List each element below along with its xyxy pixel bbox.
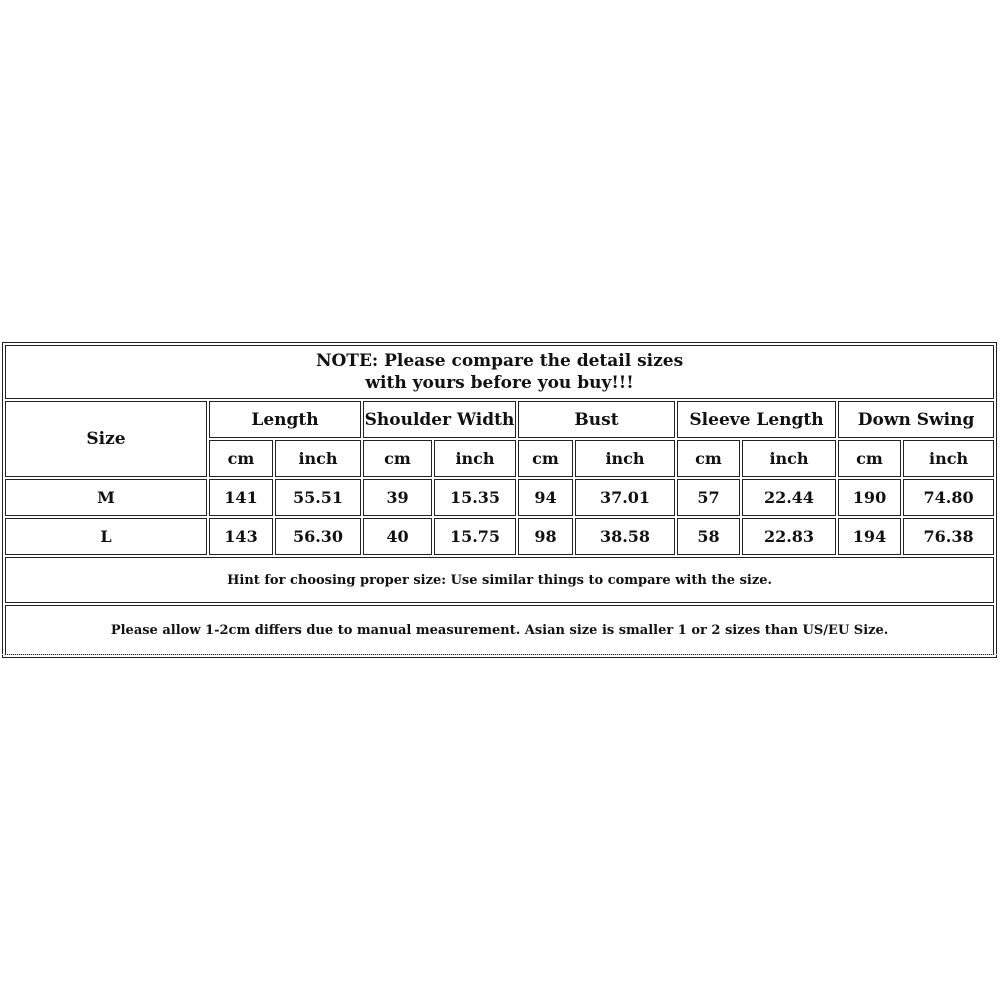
- header-row: [5, 401, 994, 438]
- hint-text: Hint for choosing proper size: Use similar things to compare with the size.: [5, 557, 994, 603]
- value-cell: 58: [677, 518, 740, 555]
- value-cell: 76.38: [903, 518, 994, 555]
- value-cell: 40: [363, 518, 432, 555]
- unit-cm: cm: [209, 440, 273, 477]
- allow-row: [5, 605, 994, 655]
- value-cell: 143: [209, 518, 273, 555]
- unit-cm: cm: [518, 440, 573, 477]
- header-length: Length: [209, 401, 361, 438]
- unit-inch: inch: [275, 440, 361, 477]
- value-cell: 38.58: [575, 518, 675, 555]
- value-cell: 15.75: [434, 518, 516, 555]
- header-sleeve-length: Sleeve Length: [677, 401, 836, 438]
- value-cell: 37.01: [575, 479, 675, 516]
- value-cell: 194: [838, 518, 901, 555]
- unit-inch: inch: [575, 440, 675, 477]
- value-cell: 55.51: [275, 479, 361, 516]
- size-label: M: [5, 479, 207, 516]
- table-row: [5, 479, 994, 516]
- unit-inch: inch: [742, 440, 836, 477]
- allow-text: Please allow 1-2cm differs due to manual measurement. Asian size is smaller 1 or 2 sizes than US/EU Size.: [5, 605, 994, 655]
- value-cell: 190: [838, 479, 901, 516]
- value-cell: 141: [209, 479, 273, 516]
- value-cell: 94: [518, 479, 573, 516]
- unit-inch: inch: [434, 440, 516, 477]
- size-table: [2, 342, 997, 658]
- header-bust: Bust: [518, 401, 675, 438]
- value-cell: 15.35: [434, 479, 516, 516]
- unit-cm: cm: [838, 440, 901, 477]
- value-cell: 98: [518, 518, 573, 555]
- header-down-swing: Down Swing: [838, 401, 994, 438]
- size-chart: [2, 342, 997, 658]
- unit-inch: inch: [903, 440, 994, 477]
- header-shoulder-width: Shoulder Width: [363, 401, 516, 438]
- note-line-2: with yours before you buy!!!: [365, 373, 634, 393]
- value-cell: 56.30: [275, 518, 361, 555]
- size-label: L: [5, 518, 207, 555]
- value-cell: 22.83: [742, 518, 836, 555]
- value-cell: 57: [677, 479, 740, 516]
- table-row: [5, 518, 994, 555]
- unit-cm: cm: [363, 440, 432, 477]
- note-row: [5, 345, 994, 399]
- value-cell: 74.80: [903, 479, 994, 516]
- note-line-1: NOTE: Please compare the detail sizes: [315, 351, 684, 371]
- unit-cm: cm: [677, 440, 740, 477]
- value-cell: 39: [363, 479, 432, 516]
- value-cell: 22.44: [742, 479, 836, 516]
- hint-row: [5, 557, 994, 603]
- size-header: Size: [5, 401, 207, 477]
- sheet-gridline: [2, 654, 997, 663]
- note-cell: [5, 345, 994, 399]
